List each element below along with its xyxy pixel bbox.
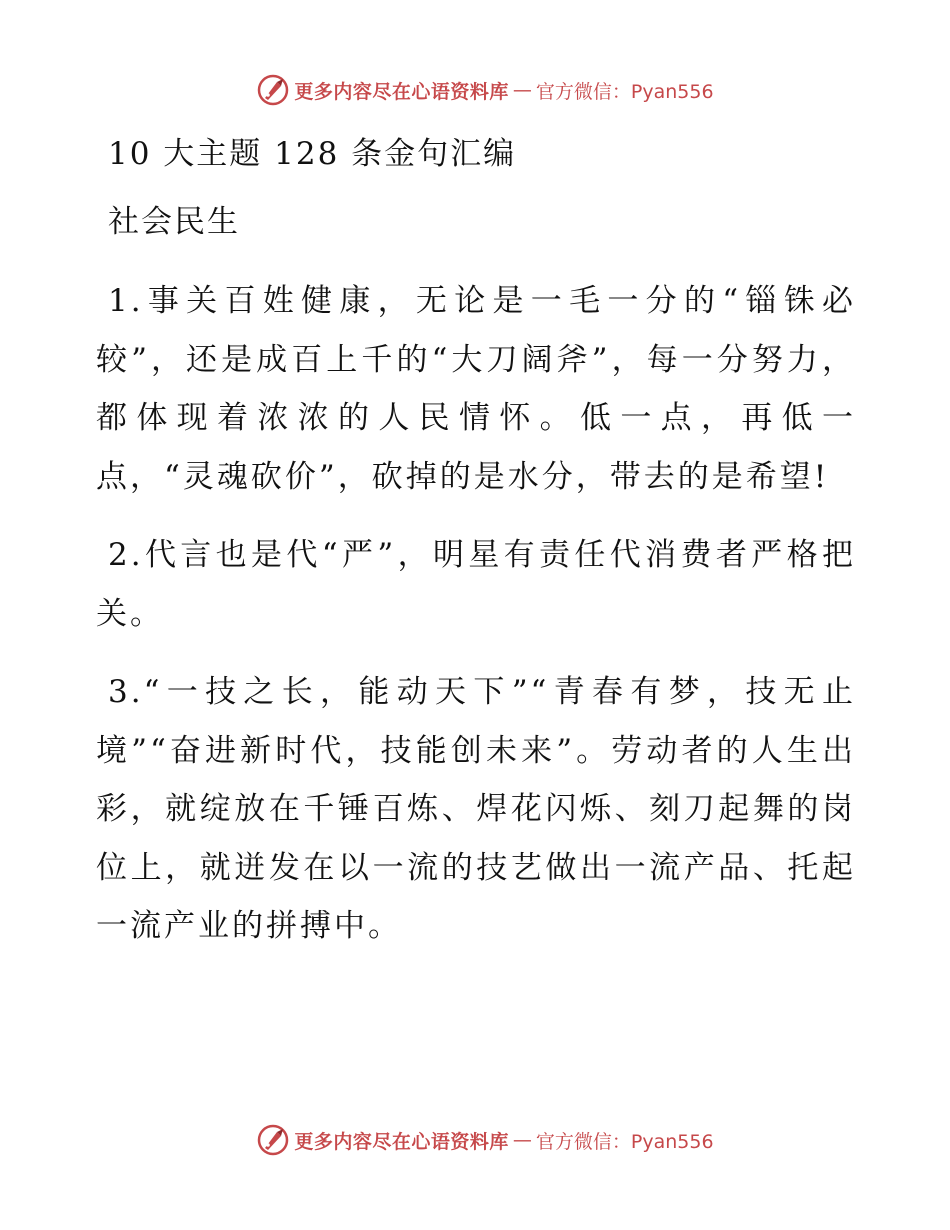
quote-item: 1.事关百姓健康，无论是一毛一分的“锱铢必较”，还是成百上千的“大刀阔斧”，每一分努力，都体现着浓浓的人民情怀。低一点，再低一点，“灵魂砍价”，砍掉的是水分，带去的是希望! xyxy=(96,283,856,495)
footer-banner xyxy=(0,1120,950,1160)
footer-banner-content xyxy=(256,1123,713,1157)
section-heading: 社会民生 xyxy=(108,204,240,240)
header-banner-content xyxy=(256,73,713,107)
quote-item: 2.代言也是代“严”，明星有责任代消费者严格把关。 xyxy=(96,537,856,632)
banner-separator: — xyxy=(512,1129,532,1151)
banner-contact: 官方微信：Pyan556 xyxy=(535,80,714,103)
document-body xyxy=(96,118,856,956)
banner-separator: — xyxy=(512,79,532,101)
header-banner xyxy=(0,70,950,110)
banner-contact: 官方微信：Pyan556 xyxy=(535,1130,714,1153)
pen-nib-logo-icon xyxy=(256,1123,290,1157)
banner-text: 更多内容尽在心语资料库 xyxy=(294,1130,509,1153)
quote-item: 3.“一技之长，能动天下”“青春有梦，技无止境”“奋进新时代，技能创未来”。劳动者的人生出彩，就绽放在千锤百炼、焊花闪烁、刻刀起舞的岗位上，就迸发在以一流的技艺做出一流产品、托起一流产业的拼搏中。 xyxy=(96,674,856,944)
banner-text: 更多内容尽在心语资料库 xyxy=(294,80,509,103)
document-title: 10 大主题 128 条金句汇编 xyxy=(108,136,517,172)
pen-nib-logo-icon xyxy=(256,73,290,107)
